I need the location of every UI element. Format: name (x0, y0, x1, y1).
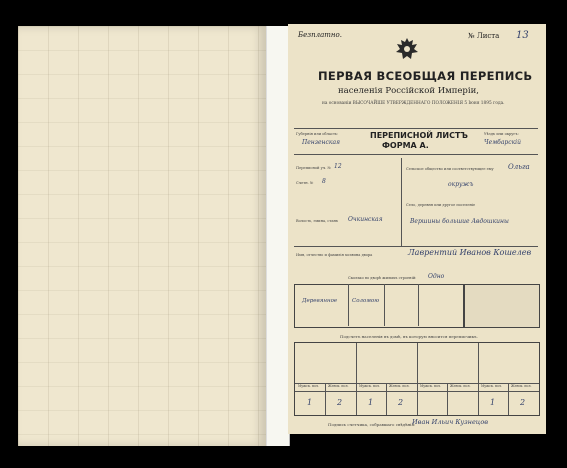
signature-label: Подпись счетчика, собравшаго свѣдѣнія: (328, 422, 416, 427)
form-header-bottom-rule (294, 154, 538, 155)
buildings-table (294, 284, 464, 328)
table-row-material: Деревянное (302, 298, 338, 304)
table-row-roof: Соломою (352, 298, 380, 304)
summary-value: 2 (520, 398, 526, 407)
buildings-header: Сколько во дворѣ жилыхъ строеній: (348, 276, 417, 280)
summary-col-label: Женск. пол. (450, 384, 471, 388)
summary-col-label: Мужск. пол. (481, 384, 502, 388)
left-blank-page (18, 26, 266, 446)
buildings-count: Одно (428, 273, 445, 280)
left-field-label-2: Счетн. № (296, 181, 314, 185)
left-field-value-3: Очкинская (348, 216, 383, 223)
owner-label: Имя, отчество и фамилія хозяина двора (296, 253, 373, 257)
left-field-label-3: Волость, гмина, станъ (296, 219, 339, 223)
census-form-page (288, 24, 546, 434)
right-field-value-1: Ольга (508, 163, 530, 171)
summary-table (294, 342, 540, 416)
summary-col-label: Женск. пол. (389, 384, 410, 388)
summary-value: 1 (368, 398, 374, 407)
summary-col-divider (356, 343, 357, 415)
left-field-value-1: 12 (334, 163, 342, 170)
summary-value: 2 (337, 398, 343, 407)
province-label: Губернія или область: (296, 132, 339, 136)
province-value: Пензенская (302, 139, 341, 146)
form-title-decree: на основаніи ВЫСОЧАЙШЕ УТВЕРЖДЕННАГО ПОЛОЖЕНІЯ 5 Іюня 1895 года. (322, 101, 505, 106)
sheet-label: № Листа (468, 32, 500, 40)
table-col-3 (418, 284, 419, 326)
right-field-value-2: окружъ (448, 181, 474, 188)
right-field-value-3: Вершины большие Авдошкины (410, 218, 509, 225)
form-letter: ФОРМА А. (382, 141, 429, 150)
right-field-label-1: Сельское общество или соответствующее ему (406, 167, 494, 171)
instructions-box (464, 284, 540, 328)
left-field-label-1: Переписной уч. № (296, 166, 331, 170)
summary-subcol-divider (447, 383, 448, 415)
signature-value: Иван Ильич Кузнецов (412, 418, 489, 426)
left-field-value-2: 8 (322, 178, 326, 185)
fields-divider (401, 158, 402, 246)
free-label: Безплатно. (298, 31, 342, 39)
book-spine (266, 26, 290, 446)
header-rule (294, 128, 538, 129)
summary-value: 1 (307, 398, 313, 407)
summary-col-label: Женск. пол. (328, 384, 349, 388)
owner-value: Лаврентий Иванов Кошелев (408, 248, 532, 257)
summary-subcol-divider (386, 383, 387, 415)
summary-subcol-divider (325, 383, 326, 415)
summary-title: Подсчетъ населенія въ домѣ, въ которую вносится переписчикъ. (340, 334, 478, 339)
table-col-1 (348, 284, 349, 326)
table-col-2 (384, 284, 385, 326)
form-title-sub: населенія Россійской Имперіи, (338, 86, 479, 96)
double-headed-eagle-icon (395, 36, 419, 64)
summary-subcol-divider (508, 383, 509, 415)
summary-col-label: Мужск. пол. (298, 384, 319, 388)
sheet-number: 13 (516, 30, 529, 41)
summary-col-label: Женск. пол. (511, 384, 532, 388)
district-value: Чембарскій (484, 139, 521, 146)
summary-value: 1 (490, 398, 496, 407)
summary-value: 2 (398, 398, 404, 407)
form-label: ПЕРЕПИСНОЙ ЛИСТЪ (370, 131, 468, 140)
summary-col-divider (417, 343, 418, 415)
summary-col-divider (478, 343, 479, 415)
form-title-main: ПЕРВАЯ ВСЕОБЩАЯ ПЕРЕПИСЬ (318, 69, 533, 83)
right-field-label-3: Село, деревня или другое поселеніе (406, 203, 476, 207)
summary-col-label: Мужск. пол. (420, 384, 441, 388)
owner-rule-top (294, 246, 538, 247)
summary-col-label: Мужск. пол. (359, 384, 380, 388)
district-label: Уѣздъ или округъ: (484, 132, 519, 136)
